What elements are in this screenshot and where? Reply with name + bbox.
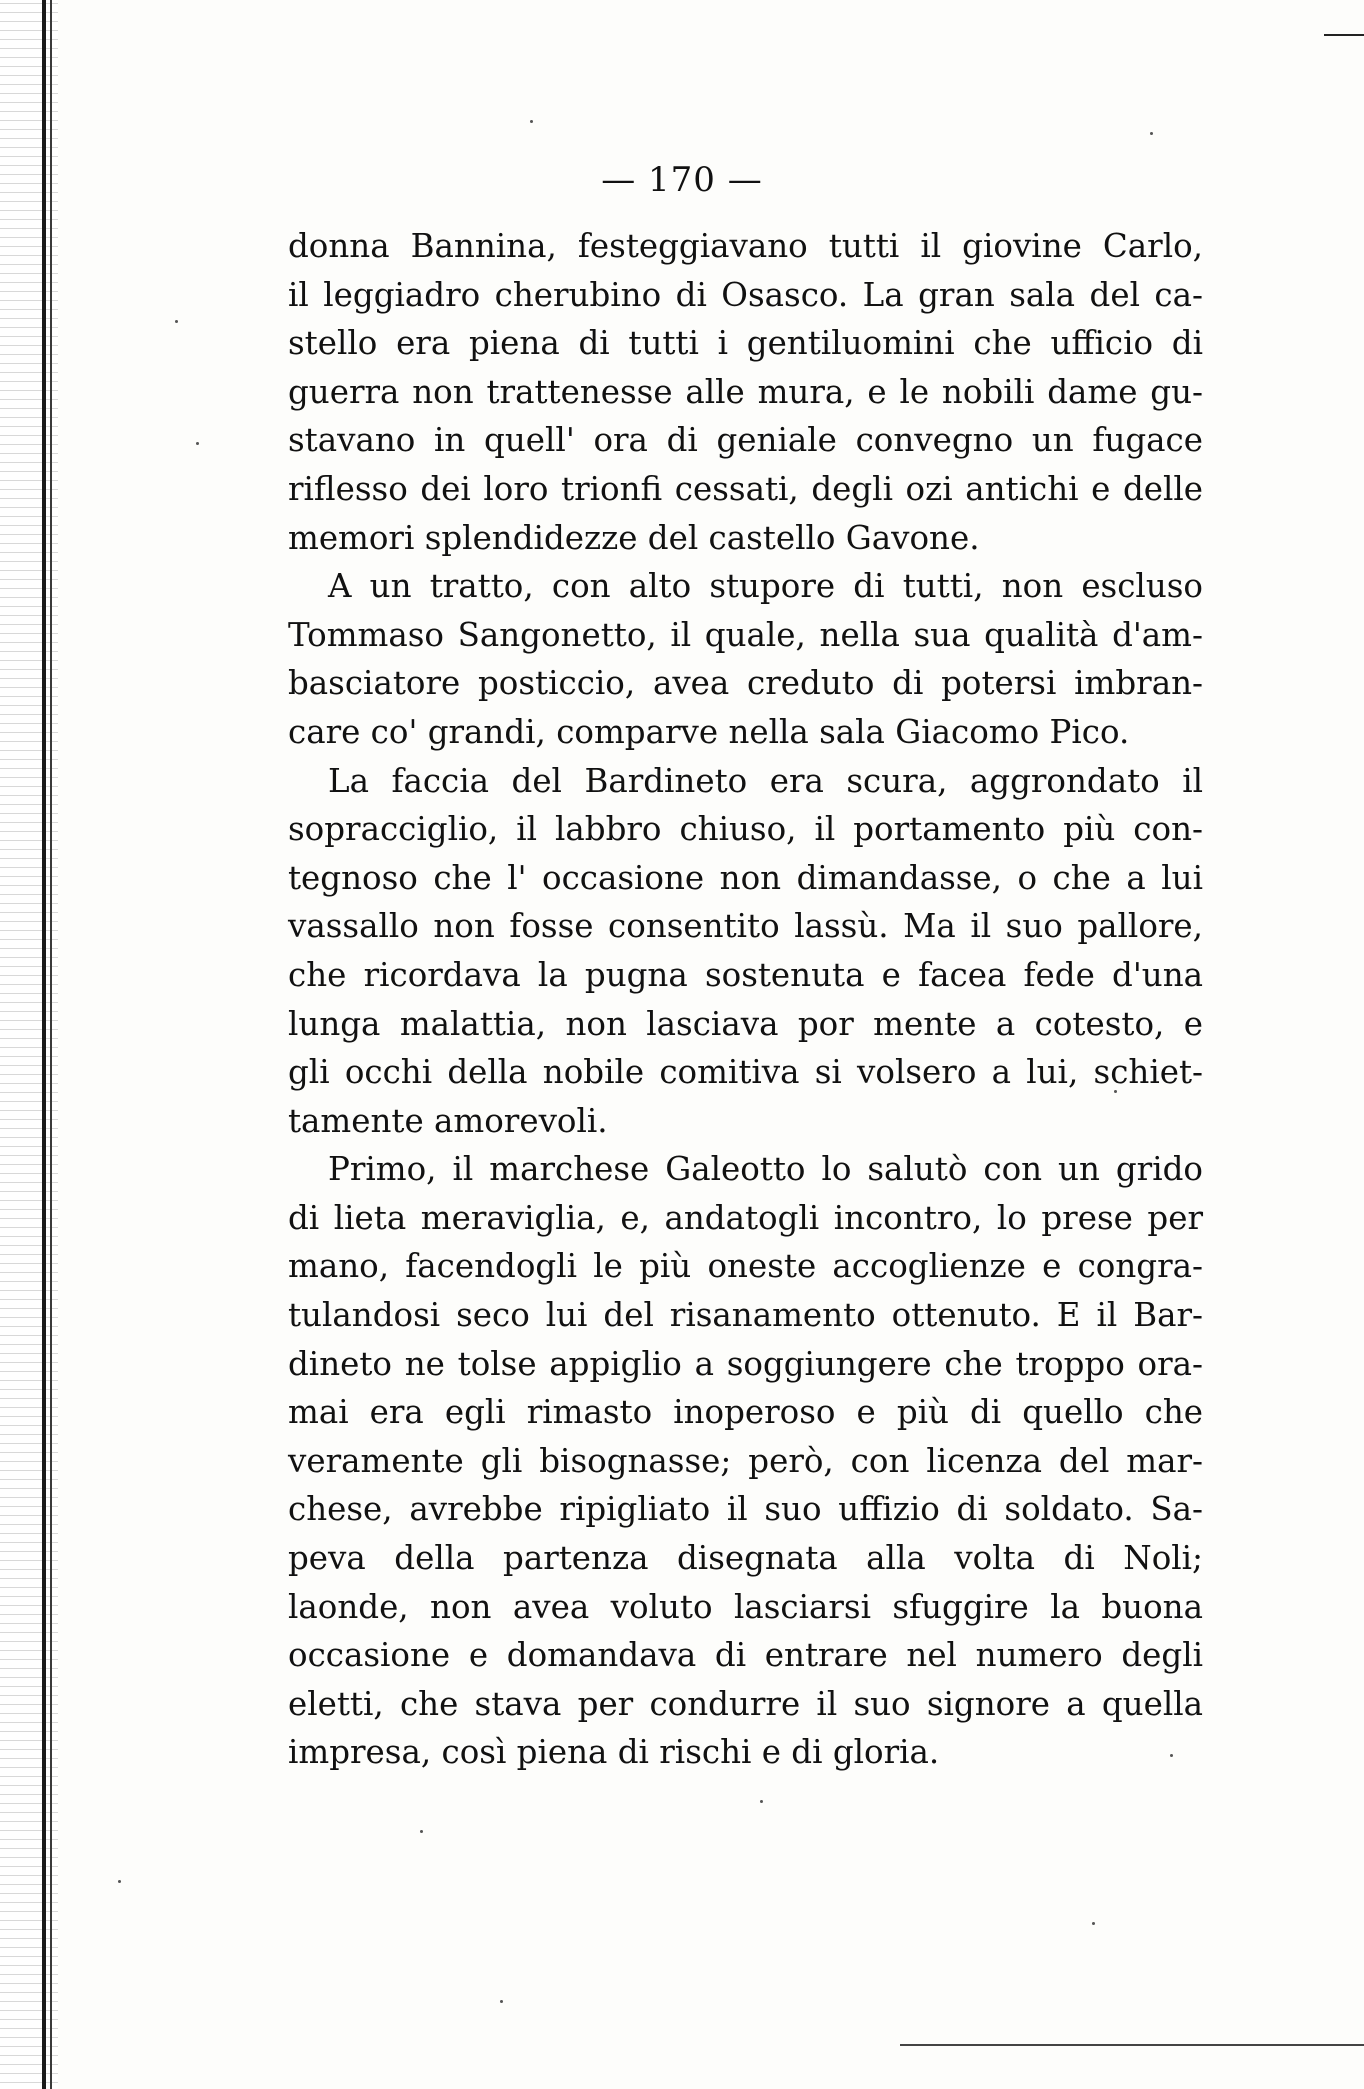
paragraph [288,757,1203,1146]
text-line: peva della partenza disegnata alla volta di Noli; [288,1539,1203,1578]
binding-dark-line [42,0,46,2089]
scan-speck [420,1830,423,1833]
text-line: che ricordava la pugna sostenuta e facea fede d'una [288,955,1203,994]
text-line: A un tratto, con alto stupore di tutti, non escluso [328,567,1203,606]
text-line: basciatore posticcio, avea creduto di potersi imbran- [288,664,1203,703]
scan-bottom-rule [900,2044,1364,2046]
text-line: Tommaso Sangonetto, il quale, nella sua qualità d'am- [288,615,1203,654]
body-text [288,222,1203,1777]
text-line: lunga malattia, non lasciava por mente a cotesto, e [288,1004,1203,1043]
scan-speck [500,2000,503,2003]
scan-speck [760,1800,763,1803]
text-line: il leggiadro cherubino di Osasco. La gran sala del ca- [288,275,1203,314]
text-line: occasione e domandava di entrare nel numero degli [288,1636,1203,1675]
text-line: mai era egli rimasto inoperoso e più di quello che [288,1393,1203,1432]
paragraph [288,562,1203,756]
scan-speck [1092,1922,1095,1925]
text-line: laonde, non avea voluto lasciarsi sfuggire la buona [288,1587,1203,1626]
paragraph [288,1145,1203,1777]
text-line: riflesso dei loro trionfi cessati, degli ozi antichi e delle [288,469,1203,508]
text-line: guerra non trattenesse alle mura, e le nobili dame gu- [288,372,1203,411]
text-line: veramente gli bisognasse; però, con licenza del mar- [288,1441,1203,1480]
text-line: sopracciglio, il labbro chiuso, il portamento più con- [288,810,1203,849]
text-line: vassallo non fosse consentito lassù. Ma il suo pallore, [288,907,1203,946]
scan-edge-mark [1324,34,1364,36]
text-line: impresa, così piena di rischi e di gloria. [288,1733,940,1772]
scan-speck [530,120,533,123]
text-line: tegnoso che l' occasione non dimandasse, o che a lui [288,858,1203,897]
text-line: gli occhi della nobile comitiva si volsero a lui, schiet- [288,1053,1203,1092]
text-line: dineto ne tolse appiglio a soggiungere che troppo ora- [288,1344,1203,1383]
text-line: eletti, che stava per condurre il suo signore a quella [288,1684,1203,1723]
text-line: memori splendidezze del castello Gavone. [288,518,980,557]
text-line: tulandosi seco lui del risanamento ottenuto. E il Bar- [288,1296,1203,1335]
scan-speck [196,442,199,445]
binding-thin-line [50,0,52,2089]
text-line: di lieta meraviglia, e, andatogli incontro, lo prese per [288,1198,1203,1237]
text-line: stavano in quell' ora di geniale convegno un fugace [288,421,1203,460]
text-line: Primo, il marchese Galeotto lo salutò con un grido [328,1150,1203,1189]
text-line: stello era piena di tutti i gentiluomini che ufficio di [288,324,1203,363]
scan-speck [175,320,178,323]
text-line: mano, facendogli le più oneste accoglienze e congra- [288,1247,1203,1286]
paragraph [288,222,1203,562]
text-line: chese, avrebbe ripigliato il suo uffizio di soldato. Sa- [288,1490,1203,1529]
text-line: care co' grandi, comparve nella sala Giacomo Pico. [288,712,1130,751]
text-line: donna Bannina, festeggiavano tutti il giovine Carlo, [288,227,1203,265]
page-number: — 170 — [601,160,763,200]
text-line: La faccia del Bardineto era scura, aggrondato il [328,761,1203,800]
scan-speck [118,1880,121,1883]
scan-speck [1150,132,1153,135]
text-line: tamente amorevoli. [288,1101,608,1140]
